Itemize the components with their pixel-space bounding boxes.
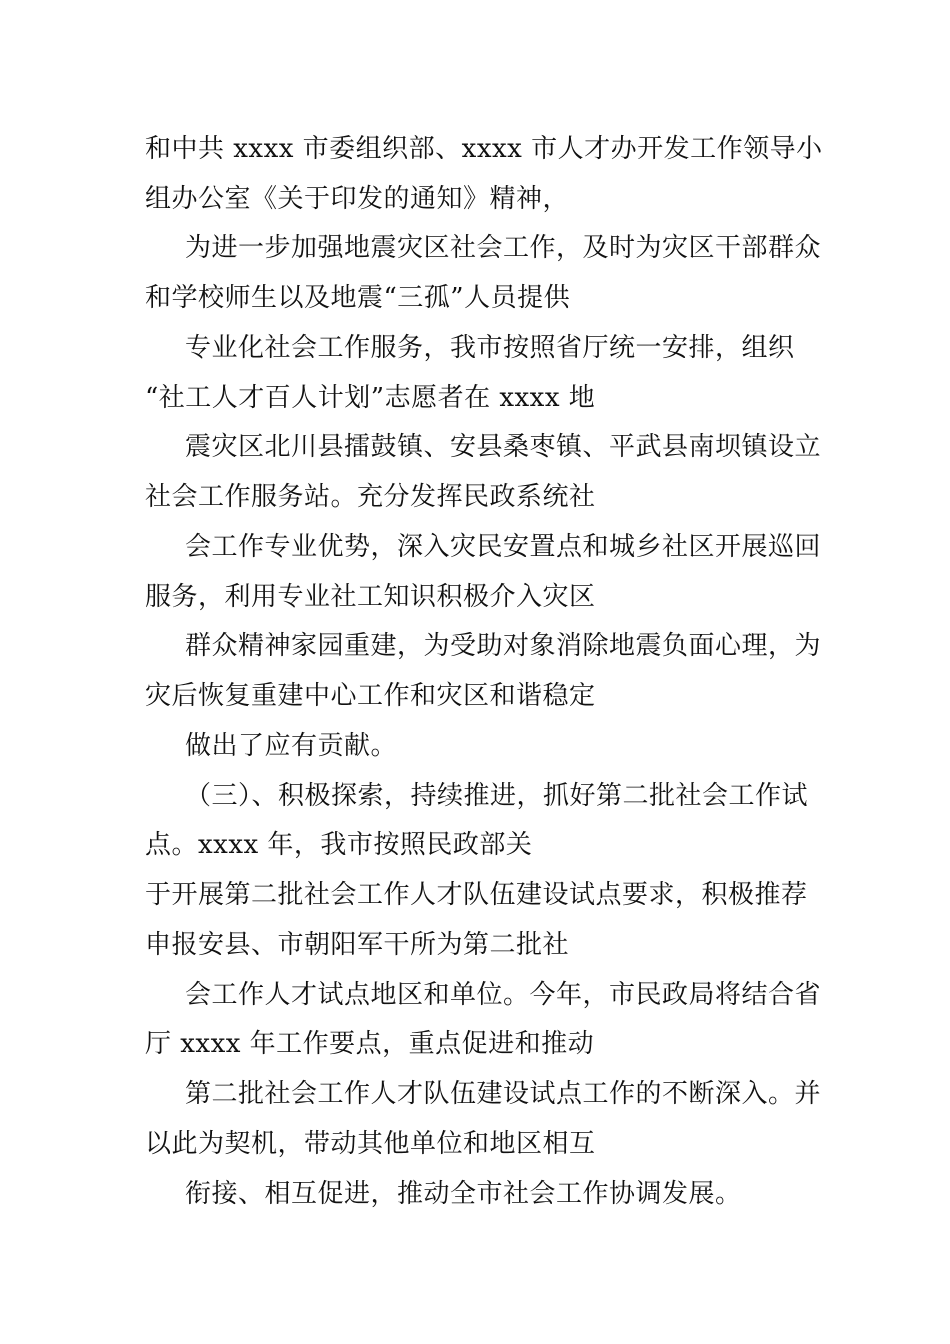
text-line: 衔接、相互促进，推动全市社会工作协调发展。 [185, 1179, 742, 1209]
text-line: 和学校师生以及地震“三孤”人员提供 [145, 283, 571, 313]
text-line: 申报安县、市朝阳军干所为第二批社 [145, 930, 570, 960]
text-line: 以此为契机，带动其他单位和地区相互 [145, 1129, 596, 1159]
text-line: 群众精神家园重建，为受助对象消除地震负面心理，为 [185, 631, 822, 661]
text-line: 社会工作服务站。充分发挥民政系统社 [145, 482, 596, 512]
text-line: 专业化社会工作服务，我市按照省厅统一安排，组织 [185, 333, 795, 363]
text-line: 点。xxxx 年，我市按照民政部关 [145, 830, 533, 860]
text-line: 第二批社会工作人才队伍建设试点工作的不断深入。并 [185, 1079, 822, 1109]
text-line: 会工作专业优势，深入灾民安置点和城乡社区开展巡回 [185, 532, 822, 562]
text-line: 组办公室《关于印发的通知》精神， [145, 184, 570, 214]
text-line: （三）、积极探索，持续推进，抓好第二批社会工作试 [185, 781, 809, 811]
text-line: 震灾区北川县擂鼓镇、安县桑枣镇、平武县南坝镇设立 [185, 432, 822, 462]
text-line: 做出了应有贡献。 [185, 731, 398, 761]
text-line: “社工人才百人计划”志愿者在 xxxx 地 [145, 383, 596, 413]
text-line: 和中共 xxxx 市委组织部、xxxx 市人才办开发工作领导小 [145, 134, 823, 164]
text-line: 厅 xxxx 年工作要点，重点促进和推动 [145, 1029, 595, 1059]
text-line: 灾后恢复重建中心工作和灾区和谐稳定 [145, 681, 596, 711]
text-line: 于开展第二批社会工作人才队伍建设试点要求，积极推荐 [145, 880, 808, 910]
text-line: 服务，利用专业社工知识积极介入灾区 [145, 582, 596, 612]
text-line: 会工作人才试点地区和单位。今年，市民政局将结合省 [185, 980, 822, 1010]
text-line: 为进一步加强地震灾区社会工作，及时为灾区干部群众 [185, 233, 822, 263]
